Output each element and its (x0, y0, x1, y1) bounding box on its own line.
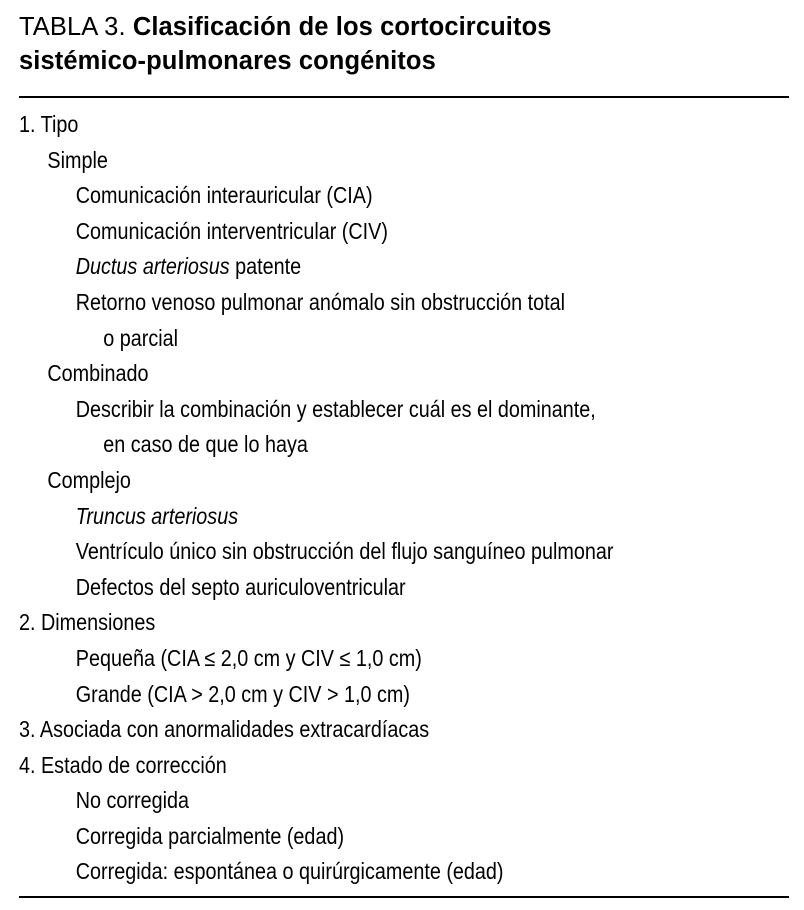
list-item-no-corregida: No corregida (75, 787, 190, 814)
table-label: TABLA 3. (19, 13, 126, 41)
list-item-asociada: 3. Asociada con anormalidades extracardíacas (19, 716, 430, 743)
list-item-corregida-parcial: Corregida parcialmente (edad) (75, 822, 345, 849)
list-item-estado: 4. Estado de corrección (19, 751, 227, 778)
ductus-rest: patente (229, 253, 302, 280)
table-title-line-1: Clasificación de los cortocircuitos (132, 13, 552, 41)
list-item-ductus (19, 249, 681, 285)
list-item-combinado: Combinado (47, 360, 149, 387)
list-item-grande: Grande (CIA > 2,0 cm y CIV > 1,0 cm) (75, 680, 410, 707)
list-item-complejo: Complejo (47, 466, 131, 493)
list-item-dimensiones: 2. Dimensiones (19, 609, 156, 636)
list-item-corregida-espontanea: Corregida: espontánea o quirúrgicamente (edad) (75, 858, 504, 885)
top-rule (19, 96, 789, 98)
list-item-retorno: Retorno venoso pulmonar anómalo sin obstrucción total (75, 288, 566, 315)
list-item-civ: Comunicación interventricular (CIV) (75, 217, 388, 244)
ductus-italic-term: Ductus arteriosus (75, 253, 230, 280)
list-item-pequena: Pequeña (CIA ≤ 2,0 cm y CIV ≤ 1,0 cm) (75, 644, 422, 671)
list-item-retorno-cont: o parcial (103, 324, 179, 351)
list-item-simple: Simple (47, 146, 108, 173)
table-title-line-2: sistémico-pulmonares congénitos (19, 47, 436, 75)
table-caption (19, 10, 789, 78)
list-item-describir-cont: en caso de que lo haya (103, 431, 308, 458)
list-item-defectos: Defectos del septo auriculoventricular (75, 573, 406, 600)
list-item-truncus: Truncus arteriosus (75, 502, 239, 529)
classification-list (19, 107, 681, 890)
bottom-rule (19, 896, 789, 898)
list-item-tipo: 1. Tipo (19, 111, 79, 137)
list-item-describir: Describir la combinación y establecer cuál es el dominante, (75, 395, 596, 422)
list-item-cia: Comunicación interauricular (CIA) (75, 182, 373, 209)
list-item-ventriculo: Ventrículo único sin obstrucción del flujo sanguíneo pulmonar (75, 538, 614, 565)
caption-line-1 (19, 10, 789, 44)
